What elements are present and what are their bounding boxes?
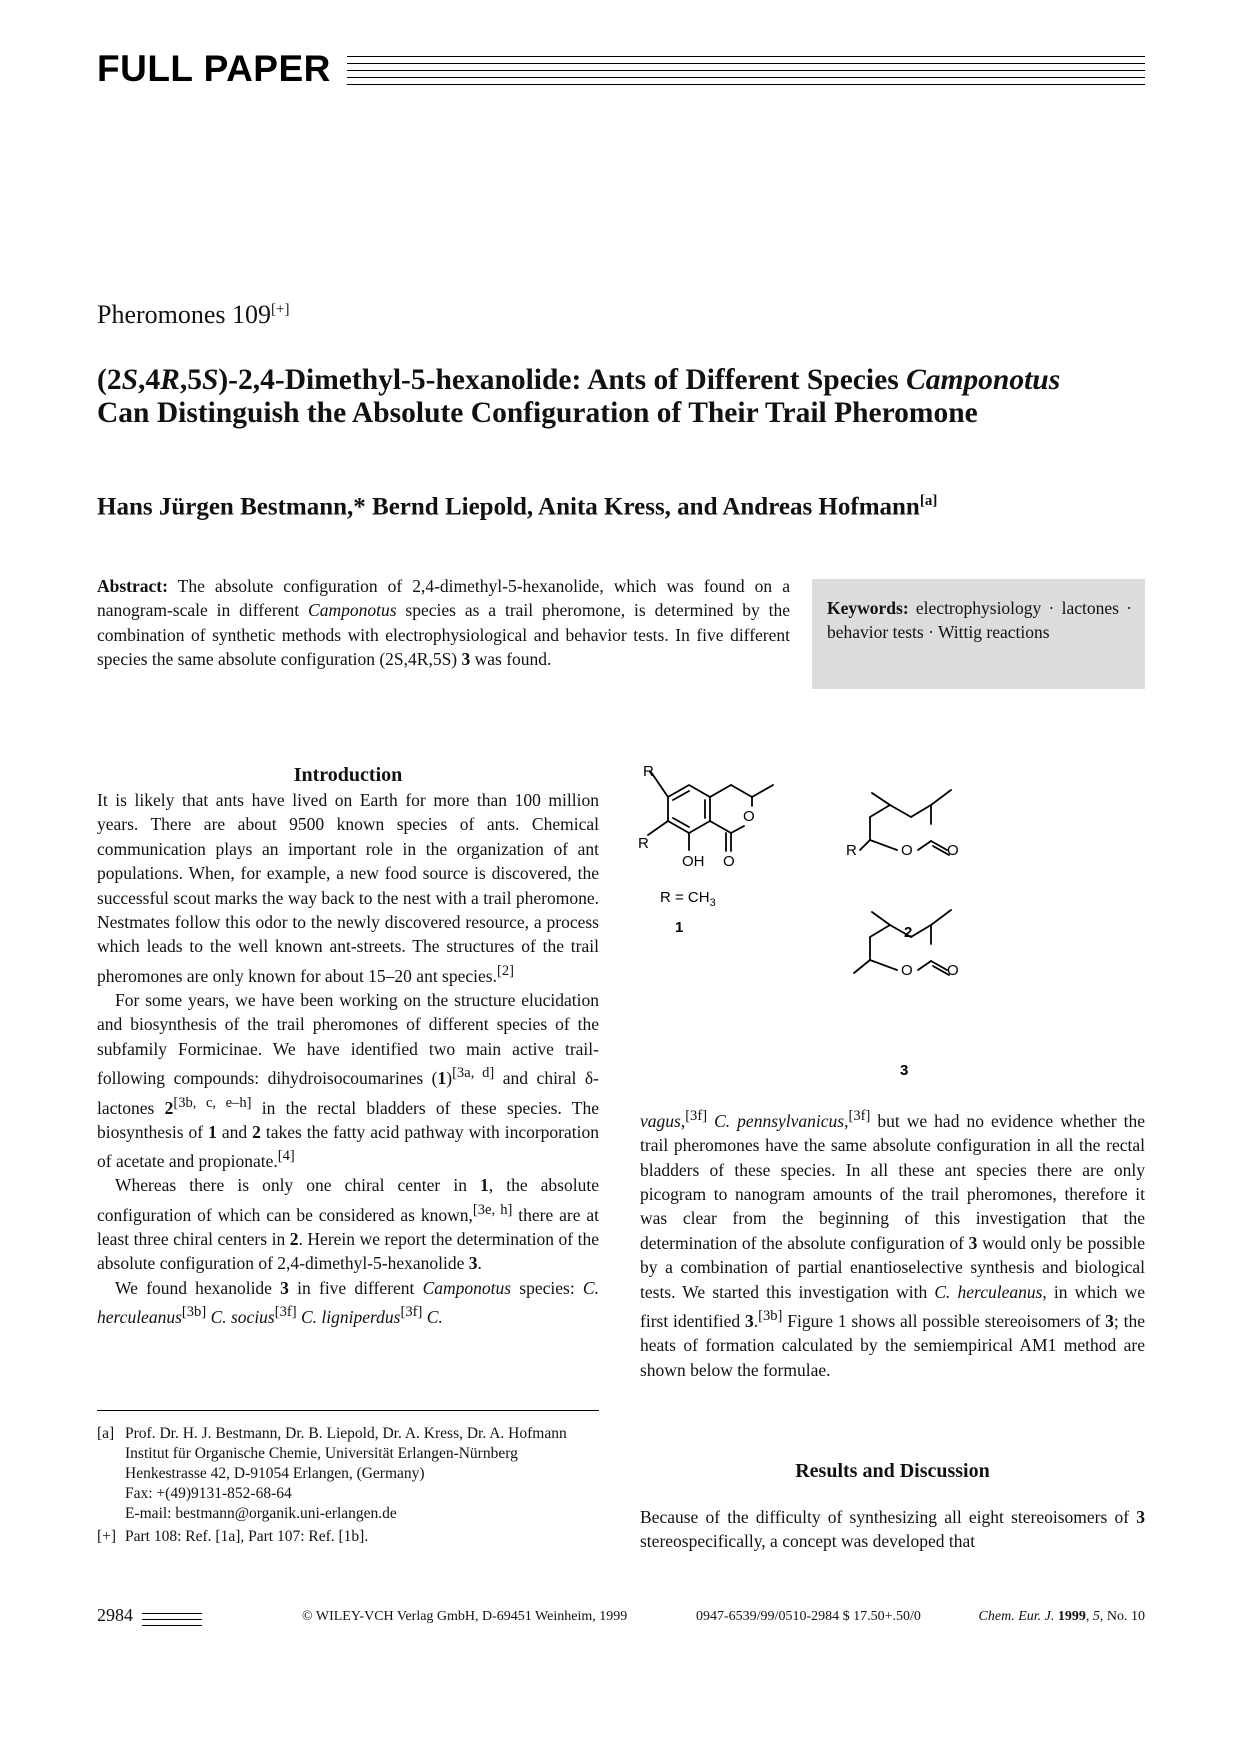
affiliation-footnote: [a] Prof. Dr. H. J. Bestmann, Dr. B. Liepold, Dr. A. Kress, Dr. A. Hofmann Institut für Organische Chemie, Universität Erlangen-Nürnberg Henkestrasse 42, D-91054 Erlangen, (Germany) Fax: +(49)9131-852-68-64 E-mail: bestmann@organik.uni-erlangen.de bbox=[97, 1425, 567, 1522]
header-rule bbox=[347, 84, 1145, 85]
footnotes bbox=[97, 1424, 607, 1547]
compound-label-1: 1 bbox=[675, 919, 684, 936]
paragraph: It is likely that ants have lived on Earth for more than 100 million years. There are about 9500 known species of ants. Chemical communication plays an important role in the organization of ant populations. When, for example, a new food source is discovered, the successful scout marks the way back to the nest with a trail pheromone. Nestmates follow this odor to the newly discovered resource, a process which leads to the well known ant-streets. The structures of the trail pheromones are only known for about 15–20 ant species.[2] bbox=[97, 790, 599, 986]
header-rule bbox=[347, 63, 1145, 64]
copyright-notice: © WILEY-VCH Verlag GmbH, D-69451 Weinheim, 1999 bbox=[302, 1609, 628, 1624]
carbonyl-oxygen-label: O bbox=[947, 962, 959, 979]
section-header: FULL PAPER bbox=[97, 48, 331, 89]
footer-rule bbox=[142, 1613, 202, 1614]
carbonyl-oxygen-label: O bbox=[723, 853, 735, 870]
paragraph: vagus,[3f] C. pennsylvanicus,[3f] but we had no evidence whether the trail pheromones have the same absolute configuration in all the rectal bladders of these species. In all these ant species there are only picogram to nanogram amounts of the trail pheromones, therefore it was clear from the beginning of this investigation that the determination of the absolute configuration of 3 would only be possible by a combination of partial enantioselective synthesis and biological tests. We started this investigation with C. herculeanus, in which we first identified 3.[3b] Figure 1 shows all possible stereoisomers of 3; the heats of formation calculated by the semiempirical AM1 method are shown below the formulae. bbox=[640, 1108, 1145, 1380]
footer-rule bbox=[142, 1625, 202, 1626]
ring-oxygen-label: O bbox=[743, 808, 755, 825]
footnote-mark: [+] bbox=[271, 301, 290, 318]
journal-citation: Chem. Eur. J. 1999, 5, No. 10 bbox=[978, 1609, 1145, 1624]
compound-label-2: 2 bbox=[904, 924, 913, 941]
introduction-text bbox=[97, 788, 599, 1330]
r-group-label: R bbox=[846, 842, 857, 859]
abstract: Abstract: The absolute configuration of 2,4-dimethyl-5-hexanolide, which was found on a nanogram-scale in different Camponotus species as a trail pheromone, is determined by the combination of synthetic methods with electrophysiological and behavior tests. In five different species the same absolute configuration (2S,4R,5S) 3 was found. bbox=[97, 576, 790, 670]
paper-title: (2S,4R,5S)-2,4-Dimethyl-5-hexanolide: Ants of Different Species Camponotus Can Distinguish the Absolute Configuration of Their Trail Pheromone bbox=[97, 364, 1061, 429]
header-rule bbox=[347, 70, 1145, 71]
author-list: Hans Jürgen Bestmann,* Bernd Liepold, Anita Kress, and Andreas Hofmann[a] bbox=[97, 493, 938, 521]
hydroxyl-label: OH bbox=[682, 853, 705, 870]
series-title: Pheromones 109[+] bbox=[97, 300, 290, 329]
paragraph: We found hexanolide 3 in five different Camponotus species: C. herculeanus[3b] C. socius[3f] C. ligniperdus[3f] C. bbox=[97, 1277, 599, 1328]
header-rule bbox=[347, 56, 1145, 57]
header-rule bbox=[347, 77, 1145, 78]
results-heading: Results and Discussion bbox=[795, 1460, 990, 1482]
structure-figure bbox=[640, 760, 1145, 1090]
introduction-heading: Introduction bbox=[293, 764, 403, 786]
paragraph: For some years, we have been working on the structure elucidation and biosynthesis of the trail pheromones of different species of the subfamily Formicinae. We have identified two main active trail-following compounds: dihydroisocoumarines (1)[3a, d] and chiral δ-lactones 2[3b, c, e–h] in the rectal bladders of these species. The biosynthesis of 1 and 2 takes the fatty acid pathway with incorporation of acetate and propionate.[4] bbox=[97, 990, 599, 1171]
paragraph: Whereas there is only one chiral center in 1, the absolute configuration of which can be considered as known,[3e, h] there are at least three chiral centers in 2. Herein we report the determination of the absolute configuration of 2,4-dimethyl-5-hexanolide 3. bbox=[97, 1175, 599, 1274]
results-text: Because of the difficulty of synthesizing all eight stereoisomers of 3 stereospecifically, a concept was developed that bbox=[640, 1507, 1145, 1552]
page-number: 2984 bbox=[97, 1605, 133, 1625]
carbonyl-oxygen-label: O bbox=[947, 842, 959, 859]
right-column-text bbox=[640, 1104, 1145, 1382]
r-definition: $R = CH_3$ bbox=[660, 889, 716, 909]
ring-oxygen-label: O bbox=[901, 842, 913, 859]
r-group-label: R bbox=[643, 763, 654, 780]
r-group-label: R bbox=[638, 835, 649, 852]
keywords: Keywords: electrophysiology · lactones · behavior tests · Wittig reactions bbox=[827, 598, 1133, 643]
footnote-rule bbox=[97, 1410, 599, 1411]
benzene-ring bbox=[668, 785, 710, 833]
footer-rule bbox=[142, 1619, 202, 1620]
page-footer bbox=[97, 1605, 1145, 1635]
compound-label-3: 3 bbox=[900, 1062, 909, 1079]
ring-oxygen-label: O bbox=[901, 962, 913, 979]
series-footnote: [+] Part 108: Ref. [1a], Part 107: Ref. [1b]. bbox=[97, 1528, 369, 1545]
issn-code: 0947-6539/99/0510-2984 $ 17.50+.50/0 bbox=[696, 1609, 921, 1624]
